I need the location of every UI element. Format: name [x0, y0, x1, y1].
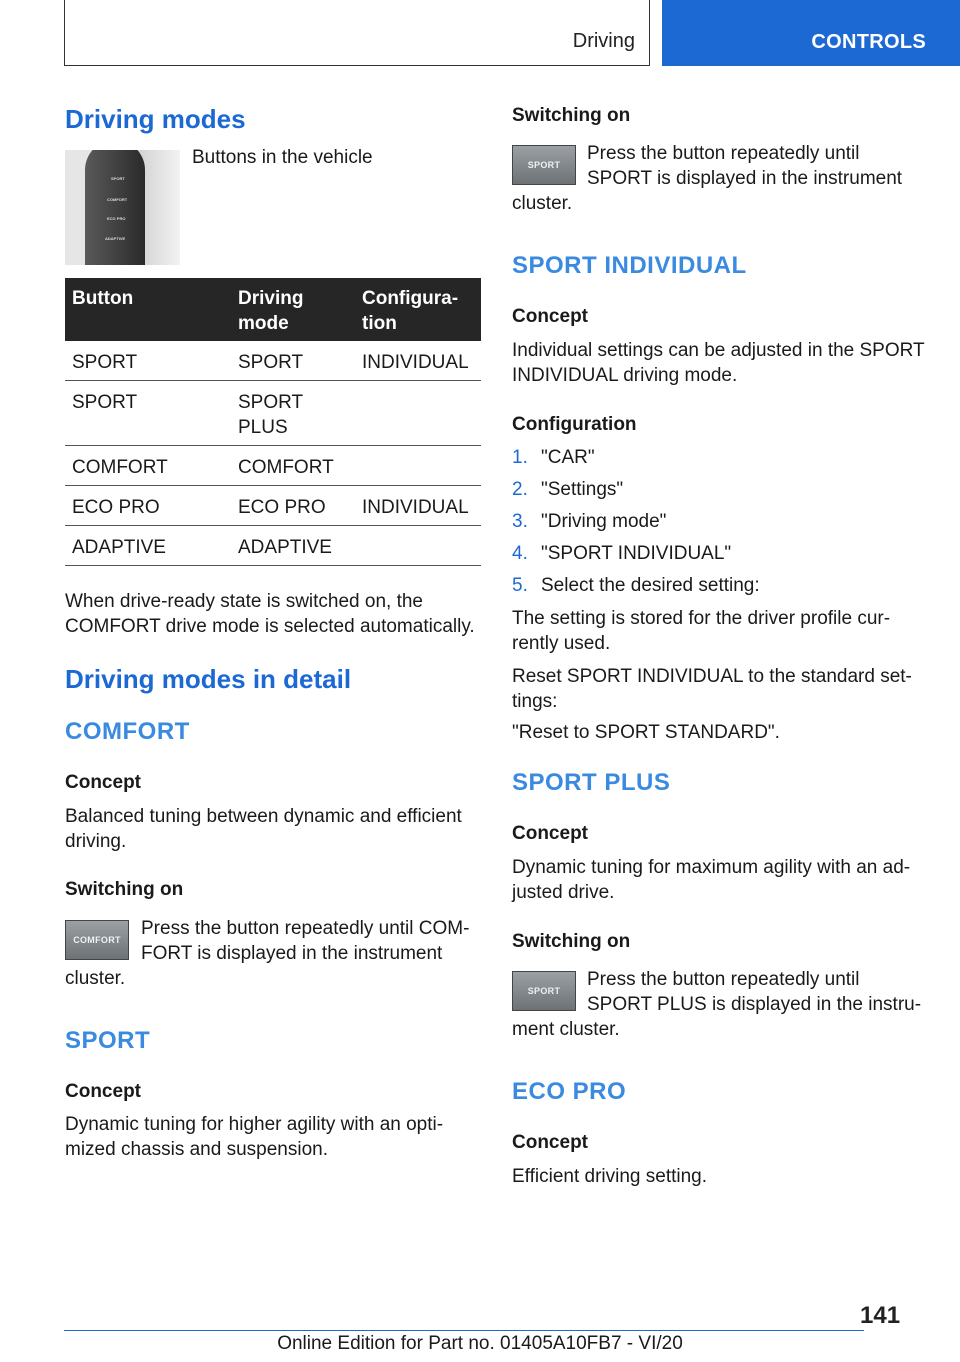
sport-plus-button-image: SPORT — [512, 971, 576, 1011]
comfort-button-image: COMFORT — [65, 920, 129, 960]
header-section-title: Driving — [572, 30, 635, 52]
comfort-switch-label: Switching on — [65, 879, 184, 900]
table-row — [65, 381, 481, 446]
sport-individual-concept-text: Individual settings can be adjusted in the SPORT INDIVIDUAL driving mode. — [512, 340, 925, 386]
table-cell: COMFORT — [72, 457, 168, 478]
sport-individual-concept-label: Concept — [512, 306, 588, 327]
header-chapter-title: CONTROLS — [811, 31, 926, 53]
heading-eco-pro: ECO PRO — [512, 1078, 627, 1105]
table-row — [65, 486, 481, 526]
sport-plus-switch-label: Switching on — [512, 931, 631, 952]
heading-sport-plus: SPORT PLUS — [512, 769, 671, 796]
sport-concept-text: Dynamic tuning for higher agility with an opti- mized chassis and suspension. — [65, 1114, 444, 1160]
comfort-concept-text: Balanced tuning between dynamic and efficient driving. — [65, 806, 462, 852]
photo-label-adaptive: ADAPTIVE — [105, 236, 126, 241]
list-item: 3. "Driving mode" — [512, 511, 667, 532]
heading-sport-individual: SPORT INDIVIDUAL — [512, 252, 747, 279]
sport-button-image: SPORT — [512, 145, 576, 185]
eco-pro-concept-label: Concept — [512, 1132, 588, 1153]
comfort-switch-text-b: cluster. — [65, 968, 126, 989]
table-cell: SPORT — [72, 392, 138, 413]
table-cell: INDIVIDUAL — [362, 352, 469, 373]
footer-rule — [64, 1330, 864, 1331]
sport-switch-text-b: cluster. — [512, 193, 573, 214]
reset-text: Reset SPORT INDIVIDUAL to the standard set- tings: — [512, 666, 912, 712]
sport-plus-switch-text-a: Press the button repeatedly until SPORT PLUS is displayed in the instru- — [587, 969, 922, 1015]
sport-plus-concept-label: Concept — [512, 823, 588, 844]
table-row — [65, 341, 481, 381]
list-item: 5. Select the desired setting: — [512, 575, 760, 596]
sport-concept-label: Concept — [65, 1081, 141, 1102]
table-cell: ECO PRO — [238, 497, 326, 518]
table-cell: ECO PRO — [72, 497, 160, 518]
page-number: 141 — [860, 1302, 901, 1329]
heading-sport: SPORT — [65, 1027, 151, 1054]
comfort-switch-text-a: Press the button repeatedly until COM- FORT is displayed in the instrument — [141, 918, 470, 964]
heading-comfort: COMFORT — [65, 718, 190, 745]
header-section-box — [64, 0, 650, 66]
table-row — [65, 526, 481, 566]
console-buttons-photo — [65, 150, 180, 265]
page-title: Driving modes — [65, 104, 246, 134]
table-header-driving-mode: Driving mode — [238, 288, 304, 334]
sport-switch-text-a: Press the button repeatedly until SPORT is displayed in the instrument — [587, 143, 903, 189]
table-header — [65, 278, 481, 341]
footer-edition: Online Edition for Part no. 01405A10FB7 - VI/20 — [277, 1333, 683, 1354]
table-cell: INDIVIDUAL — [362, 497, 469, 518]
table-header-configuration: Configura- tion — [362, 288, 459, 334]
photo-caption: Buttons in the vehicle — [192, 147, 373, 168]
table-cell: ADAPTIVE — [72, 537, 166, 558]
table-cell: SPORT — [72, 352, 138, 373]
driving-modes-table — [65, 278, 481, 566]
list-item: 4. "SPORT INDIVIDUAL" — [512, 543, 732, 564]
table-row — [65, 446, 481, 486]
list-item: 1. "CAR" — [512, 447, 595, 468]
table-cell: SPORT PLUS — [238, 392, 304, 438]
table-cell: SPORT — [238, 352, 304, 373]
section-title-detail: Driving modes in detail — [65, 664, 352, 694]
sport-plus-concept-text: Dynamic tuning for maximum agility with an ad- justed drive. — [512, 857, 911, 903]
configuration-label: Configuration — [512, 414, 637, 435]
list-item: 2. "Settings" — [512, 479, 624, 500]
photo-label-comfort: COMFORT — [107, 197, 128, 202]
setting-stored-text: The setting is stored for the driver profile cur- rently used. — [512, 608, 891, 654]
eco-pro-concept-text: Efficient driving setting. — [512, 1166, 708, 1187]
header-chapter-tab — [662, 0, 960, 66]
auto-comfort-note: When drive-ready state is switched on, the COMFORT drive mode is selected automatically. — [65, 591, 475, 637]
table-cell: ADAPTIVE — [238, 537, 332, 558]
photo-label-eco-pro: ECO PRO — [107, 216, 126, 221]
sport-switch-label: Switching on — [512, 105, 631, 126]
photo-label-sport: SPORT — [111, 176, 125, 181]
console-panel — [85, 150, 145, 265]
configuration-steps — [512, 445, 932, 605]
table-header-button: Button — [72, 288, 134, 309]
table-cell: COMFORT — [238, 457, 334, 478]
comfort-concept-label: Concept — [65, 772, 141, 793]
sport-plus-switch-text-b: ment cluster. — [512, 1019, 620, 1040]
reset-command: "Reset to SPORT STANDARD". — [512, 722, 780, 743]
